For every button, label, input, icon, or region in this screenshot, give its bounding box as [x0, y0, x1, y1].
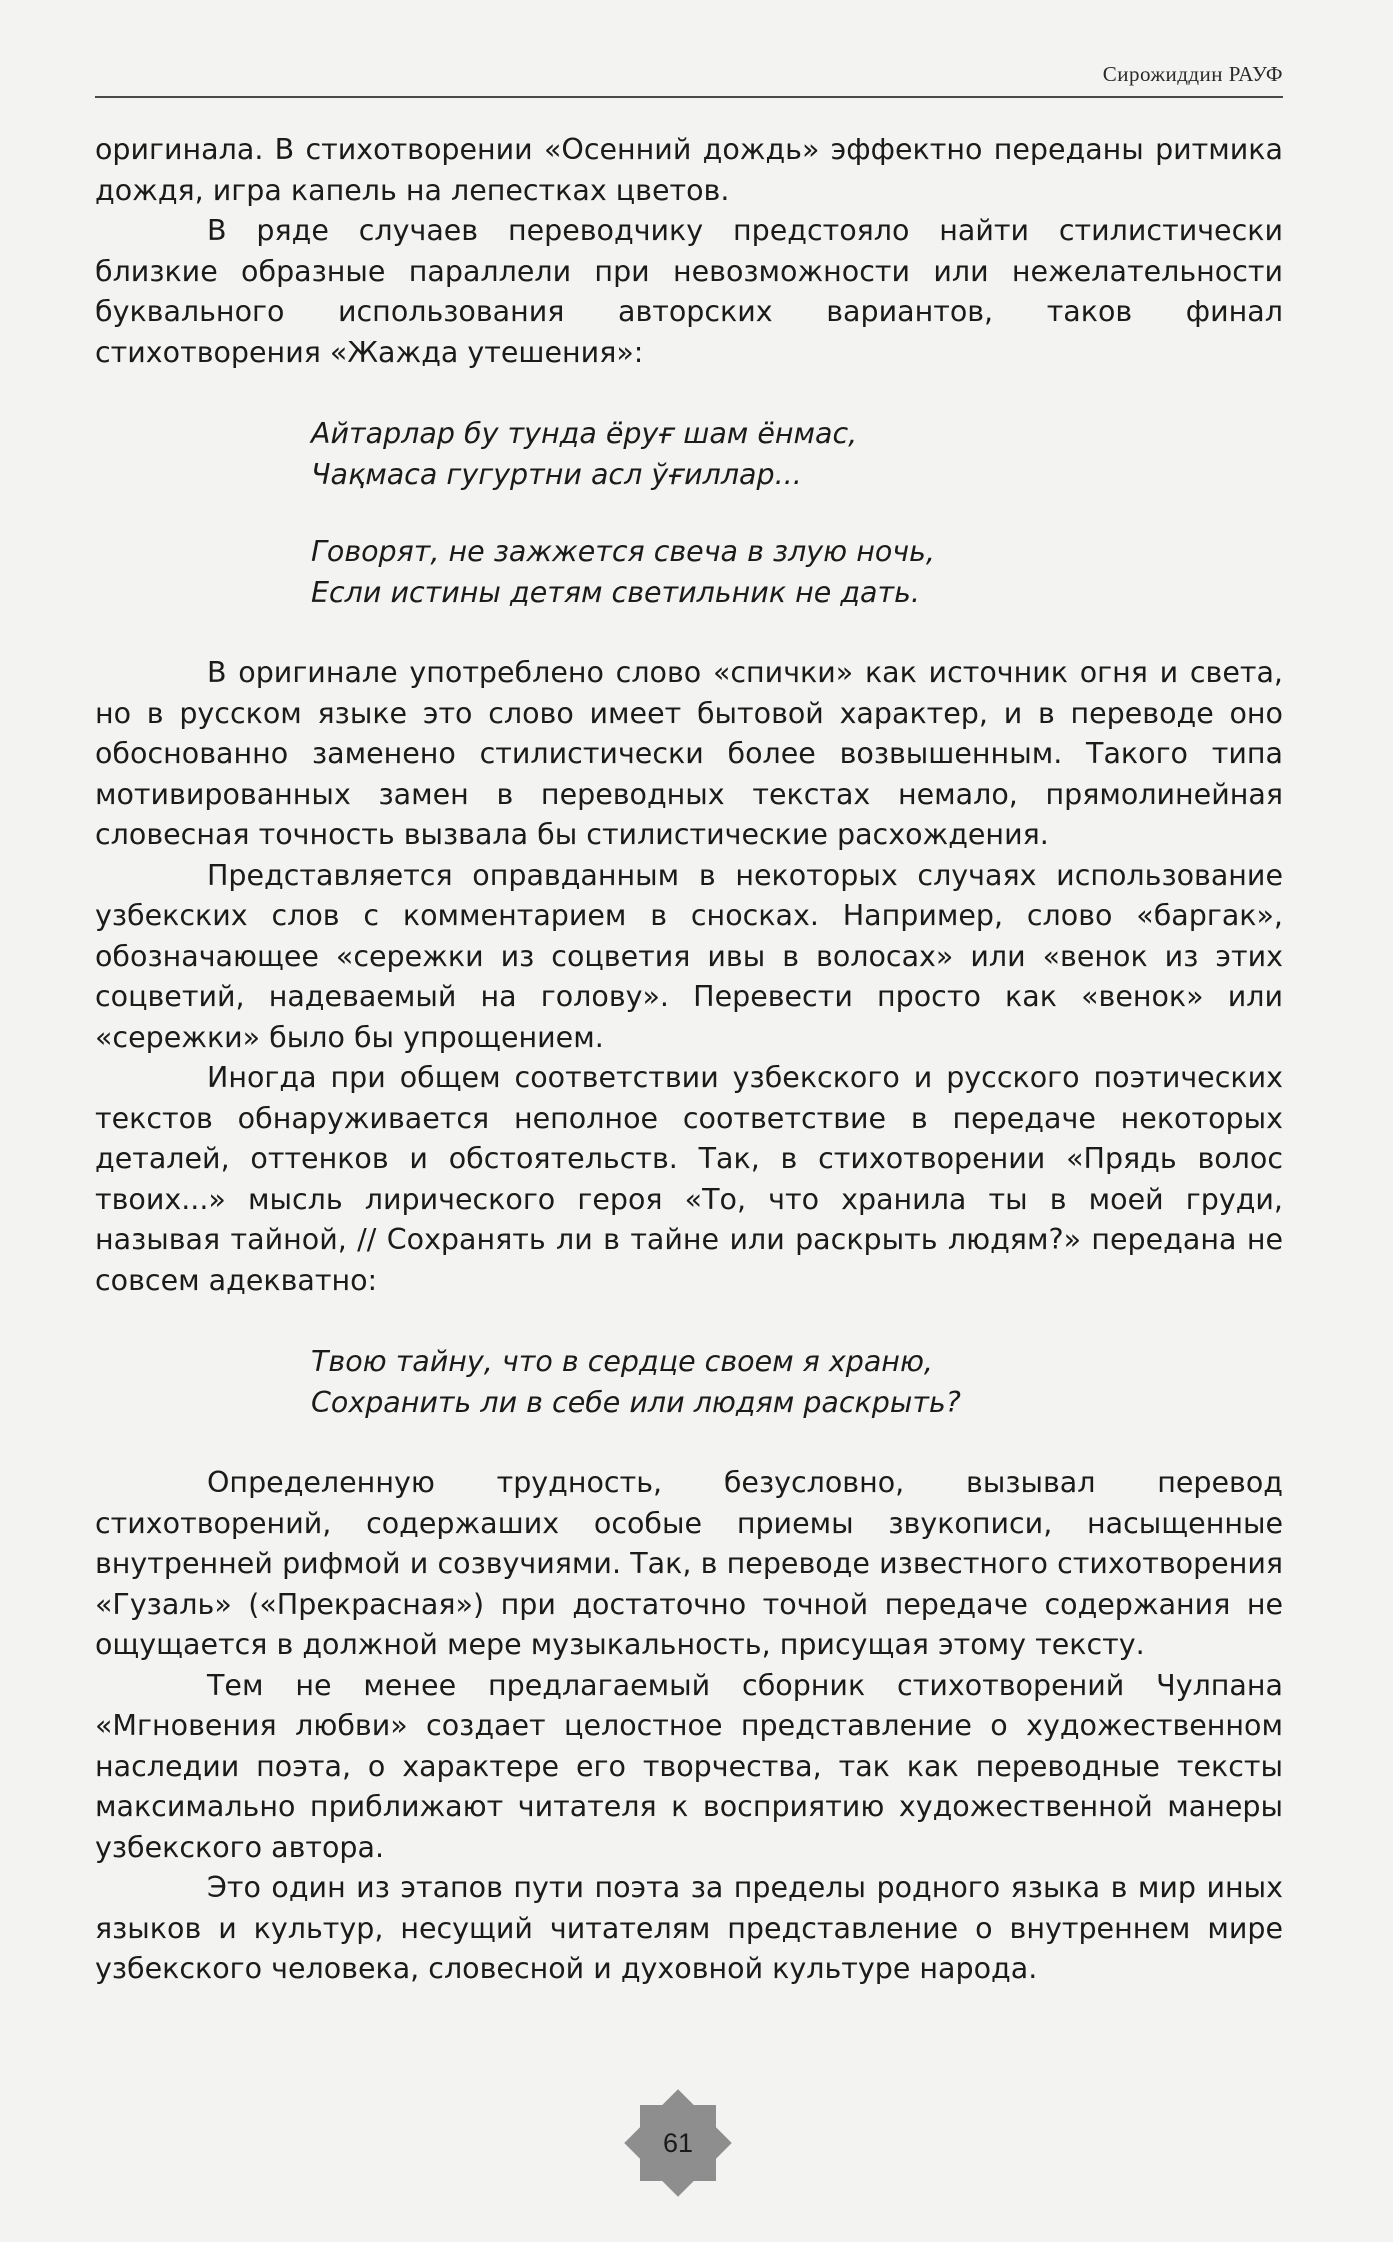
page-number-badge [630, 2095, 726, 2191]
body-text [95, 130, 1283, 1990]
paragraph-5: Иногда при общем соответствии узбекского и русского поэтических текстов обнаруживается неполное соответствие в передаче некоторых деталей, оттенков и обстоятельств. Так, в стихотворении «Прядь волос твоих...» мысль лирического героя «То, что хранила ты в моей груди, называя тайной, // Сохранять ли в тайне или раскрыть людям?» передана не совсем адекватно: [95, 1061, 1283, 1297]
paragraph-1: оригинала. В стихотворении «Осенний дождь» эффектно переданы ритмика дождя, игра капель на лепестках цветов. [95, 133, 1283, 207]
paragraph-3: В оригинале употреблено слово «спички» как источник огня и света, но в русском языке это слово имеет бытовой характер, и в переводе оно обоснованно заменено стилистически более возвышенным. Такого типа мотивированных замен в переводных текстах немало, прямолинейная словесная точность вызвала бы стилистические расхождения. [95, 656, 1283, 851]
running-head [95, 60, 1283, 98]
paragraph-6: Определенную трудность, безусловно, вызывал перевод стихотворений, содержаших особые приемы звукописи, насыщенные внутренней рифмой и созвучиями. Так, в переводе известного стихотворения «Гузаль» («Прекрасная») при достаточно точной передаче содержания не ощущается в должной мере музыкальность, присущая этому тексту. [95, 1466, 1283, 1661]
verse-translation [311, 531, 1283, 613]
verse-line: Сохранить ли в себе или людям раскрыть? [311, 1386, 961, 1419]
paragraph-8: Это один из этапов пути поэта за пределы родного языка в мир иных языков и культур, несущий читателям представление о внутреннем мире узбекского человека, словесной и духовной культуре народа. [95, 1871, 1283, 1985]
paragraph-2: В ряде случаев переводчику предстояло найти стилистически близкие образные параллели при невозможности или нежелательности буквального использования авторских вариантов, таков финал стихотворения «Жажда утешения»: [95, 214, 1283, 369]
page-number: 61 [662, 2128, 694, 2158]
running-title: Сирожиддин РАУФ [1102, 62, 1283, 86]
paragraph-4: Представляется оправданным в некоторых случаях использование узбекских слов с комментарием в сносках. Например, слово «баргак», обозначающее «сережки из соцветия ивы в волосах» или «венок из этих соцветий, надеваемый на голову». Перевести просто как «венок» или «сережки» было бы упрощением. [95, 858, 1283, 1054]
verse-line: Если истины детям светильник не дать. [311, 576, 920, 609]
verse-line: Айтарлар бу тунда ёруғ шам ёнмас, [311, 417, 858, 450]
verse-line: Чақмаса гугуртни асл ўғиллар... [311, 458, 802, 491]
verse-translation-2 [311, 1341, 1283, 1423]
verse-line: Твою тайну, что в сердце своем я храню, [311, 1345, 933, 1378]
verse-line: Говорят, не зажжется свеча в злую ночь, [311, 535, 935, 568]
paragraph-7: Тем не менее предлагаемый сборник стихотворений Чулпана «Мгновения любви» создает целостное представление о художественном наследии поэта, о характере его творчества, так как переводные тексты максимально приближают читателя к восприятию художественной манеры узбекского автора. [95, 1668, 1283, 1864]
verse-original [311, 413, 1283, 495]
